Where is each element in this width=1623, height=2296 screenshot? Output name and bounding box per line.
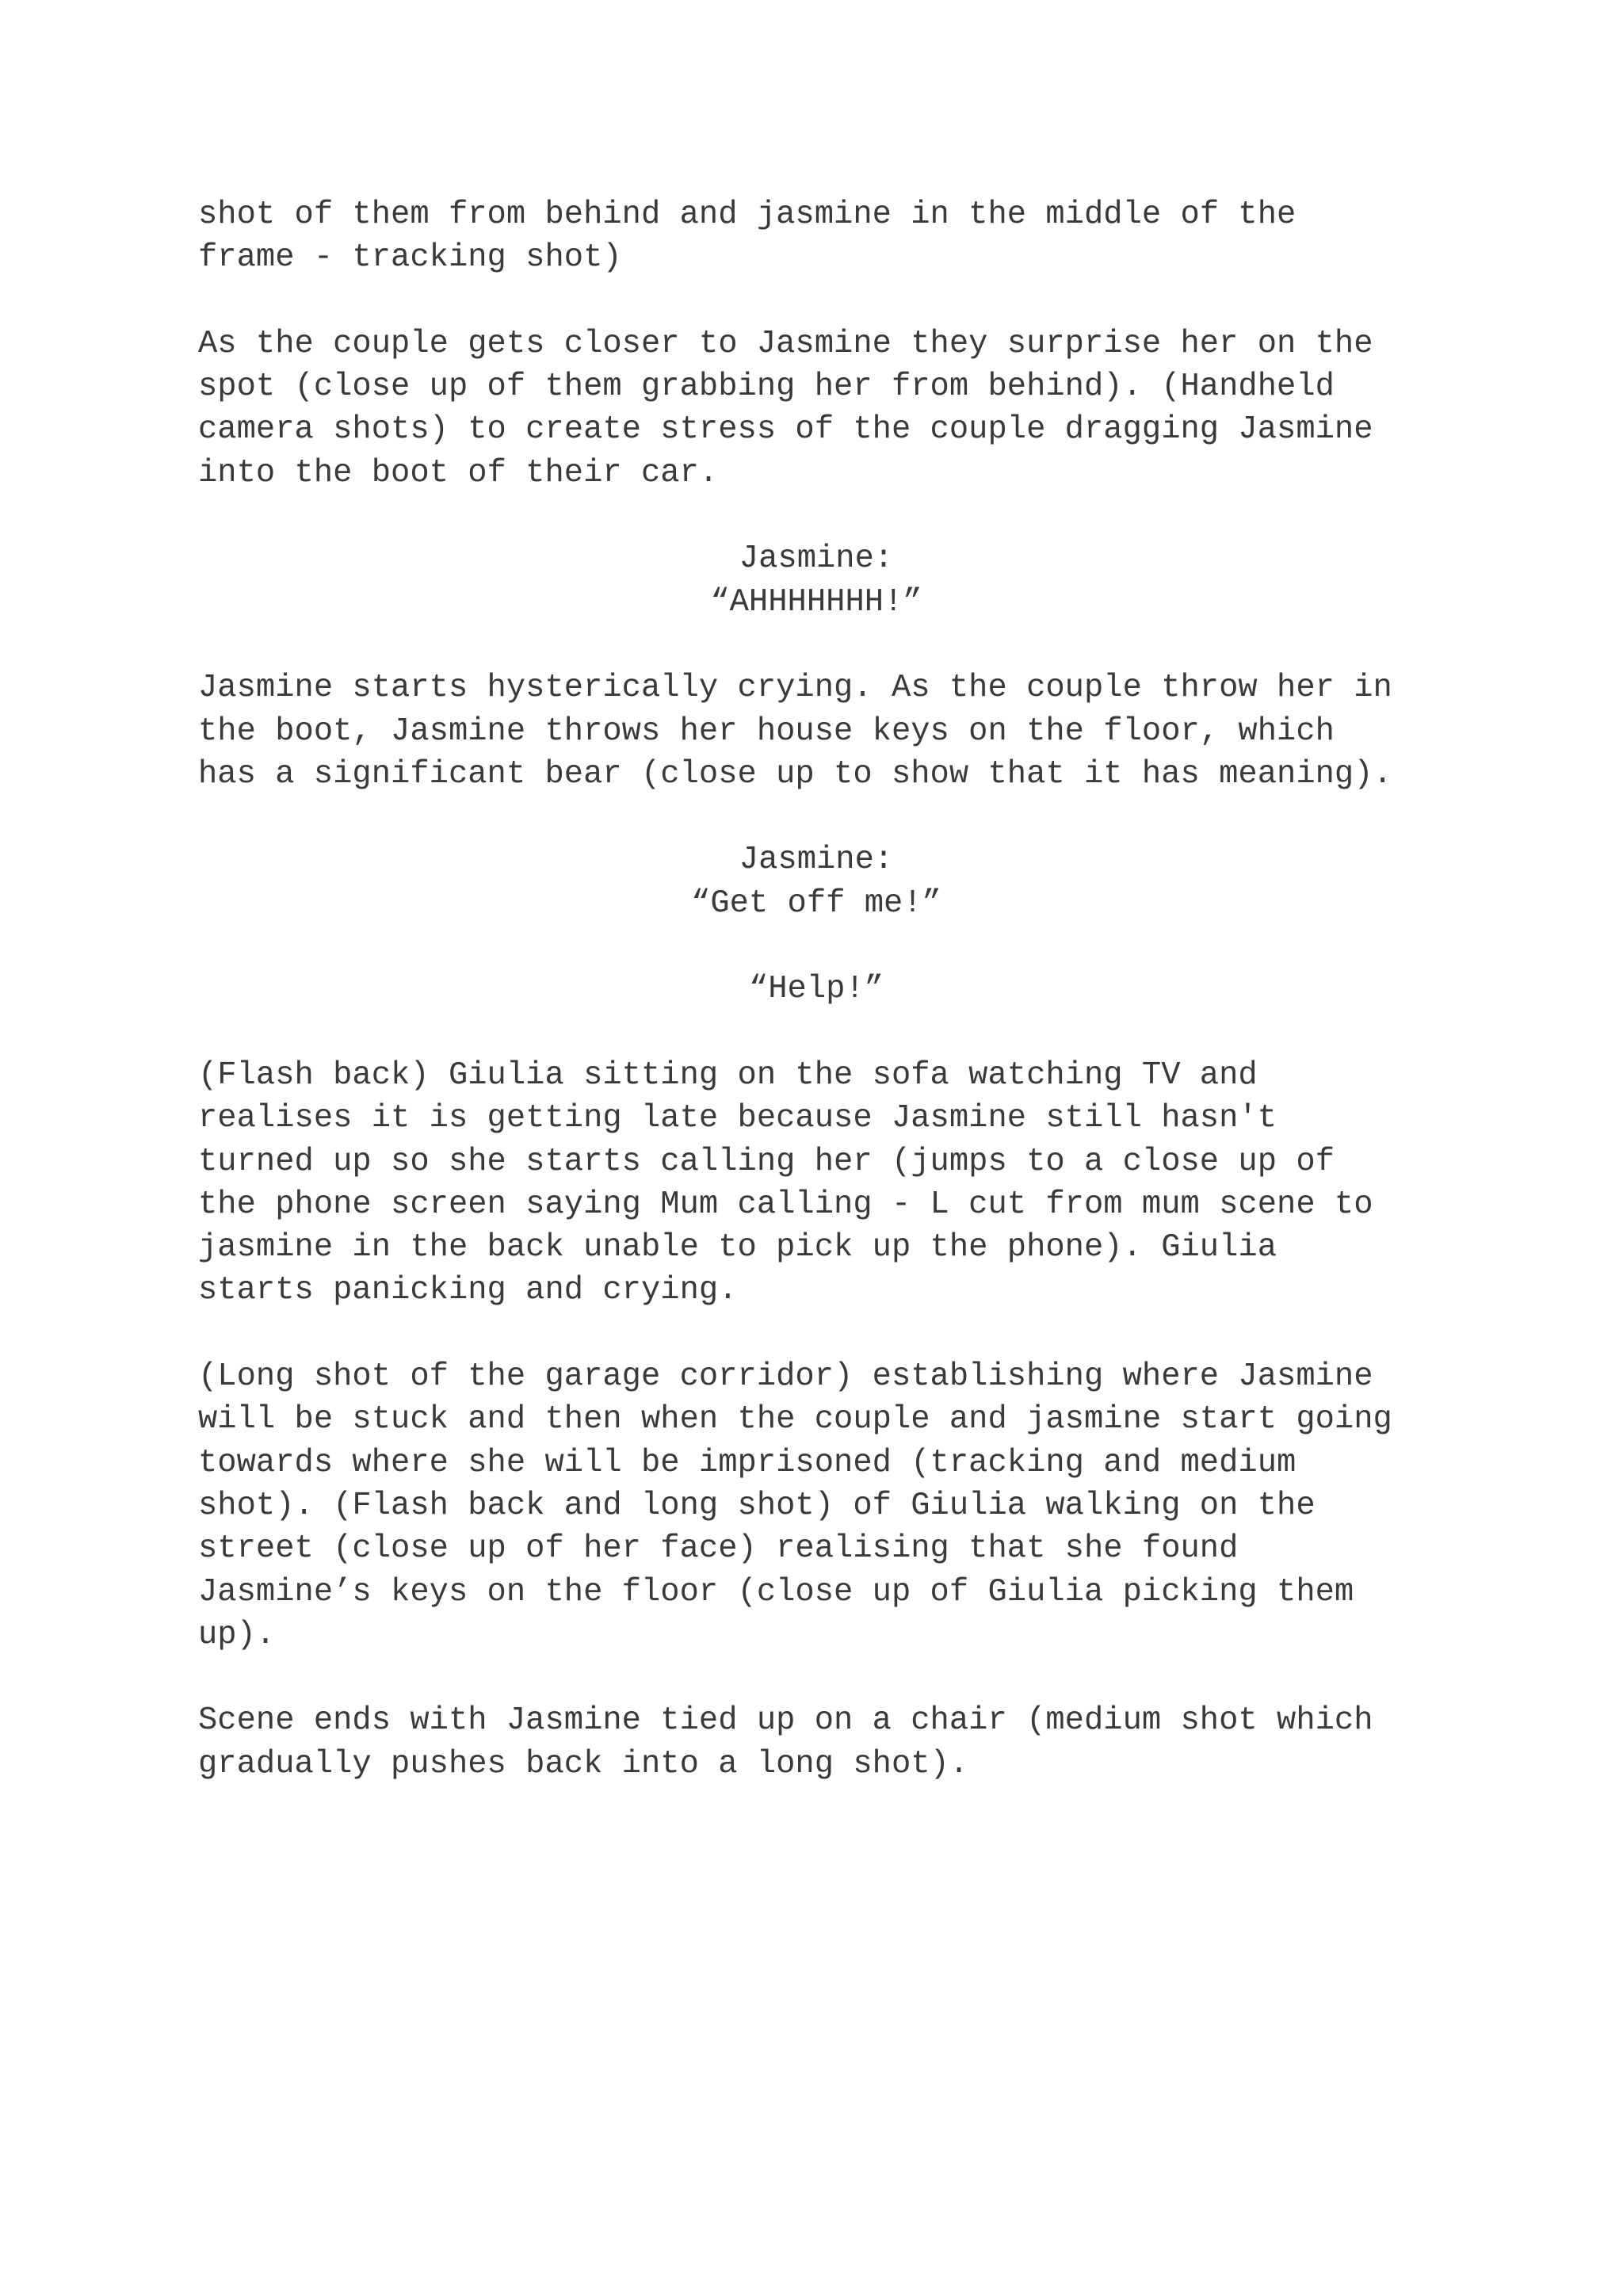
text-line: Scene ends with Jasmine tied up on a chair (medium shot which	[198, 1702, 1373, 1740]
script-body	[198, 193, 1434, 1786]
text-line: Jasmine starts hysterically crying. As the couple throw her in	[198, 670, 1392, 707]
text-line: realises it is getting late because Jasmine still hasn't	[198, 1100, 1277, 1137]
text-line: camera shots) to create stress of the couple dragging Jasmine	[198, 411, 1373, 449]
text-line: gradually pushes back into a long shot).	[198, 1745, 969, 1782]
character-name: Jasmine:	[739, 541, 894, 578]
text-line: shot of them from behind and jasmine in the middle of the	[198, 197, 1296, 233]
dialogue-line: “AHHHHHHH!”	[710, 583, 922, 621]
text-line: (Flash back) Giulia sitting on the sofa watching TV and	[198, 1056, 1258, 1094]
text-line: up).	[198, 1616, 276, 1653]
text-line: spot (close up of them grabbing her from behind). (Handheld	[198, 369, 1335, 406]
text-line: Jasmine’s keys on the floor (close up of Giulia picking them	[198, 1573, 1354, 1610]
text-line: has a significant bear (close up to show that it has meaning).	[198, 755, 1392, 793]
text-line: shot). (Flash back and long shot) of Giulia walking on the	[198, 1487, 1316, 1524]
dialogue-line: “Help!”	[748, 971, 884, 1008]
action-paragraph-1	[198, 193, 1434, 280]
character-name: Jasmine:	[739, 842, 894, 879]
text-line: the phone screen saying Mum calling - L cut from mum scene to	[198, 1186, 1373, 1223]
action-paragraph-6	[198, 1699, 1434, 1786]
dialogue-block-2	[198, 839, 1434, 1010]
text-line: the boot, Jasmine throws her house keys on the floor, which	[198, 712, 1335, 750]
action-paragraph-5	[198, 1355, 1434, 1656]
dialogue-line: “Get off me!”	[691, 884, 941, 922]
action-paragraph-4	[198, 1054, 1434, 1312]
text-line: starts panicking and crying.	[198, 1272, 738, 1309]
text-line: (Long shot of the garage corridor) establishing where Jasmine	[198, 1358, 1373, 1396]
text-line: towards where she will be imprisoned (tracking and medium	[198, 1444, 1296, 1481]
action-paragraph-2	[198, 323, 1434, 495]
text-line: street (close up of her face) realising that she found	[198, 1530, 1239, 1568]
text-line: frame - tracking shot)	[198, 239, 622, 277]
action-paragraph-3	[198, 667, 1434, 796]
text-line: into the boot of their car.	[198, 454, 719, 491]
dialogue-block-1	[198, 537, 1434, 624]
text-line: jasmine in the back unable to pick up the phone). Giulia	[198, 1229, 1277, 1266]
text-line: turned up so she starts calling her (jumps to a close up of	[198, 1143, 1335, 1180]
text-line: As the couple gets closer to Jasmine they surprise her on the	[198, 325, 1373, 362]
text-line: will be stuck and then when the couple and jasmine start going	[198, 1401, 1392, 1438]
